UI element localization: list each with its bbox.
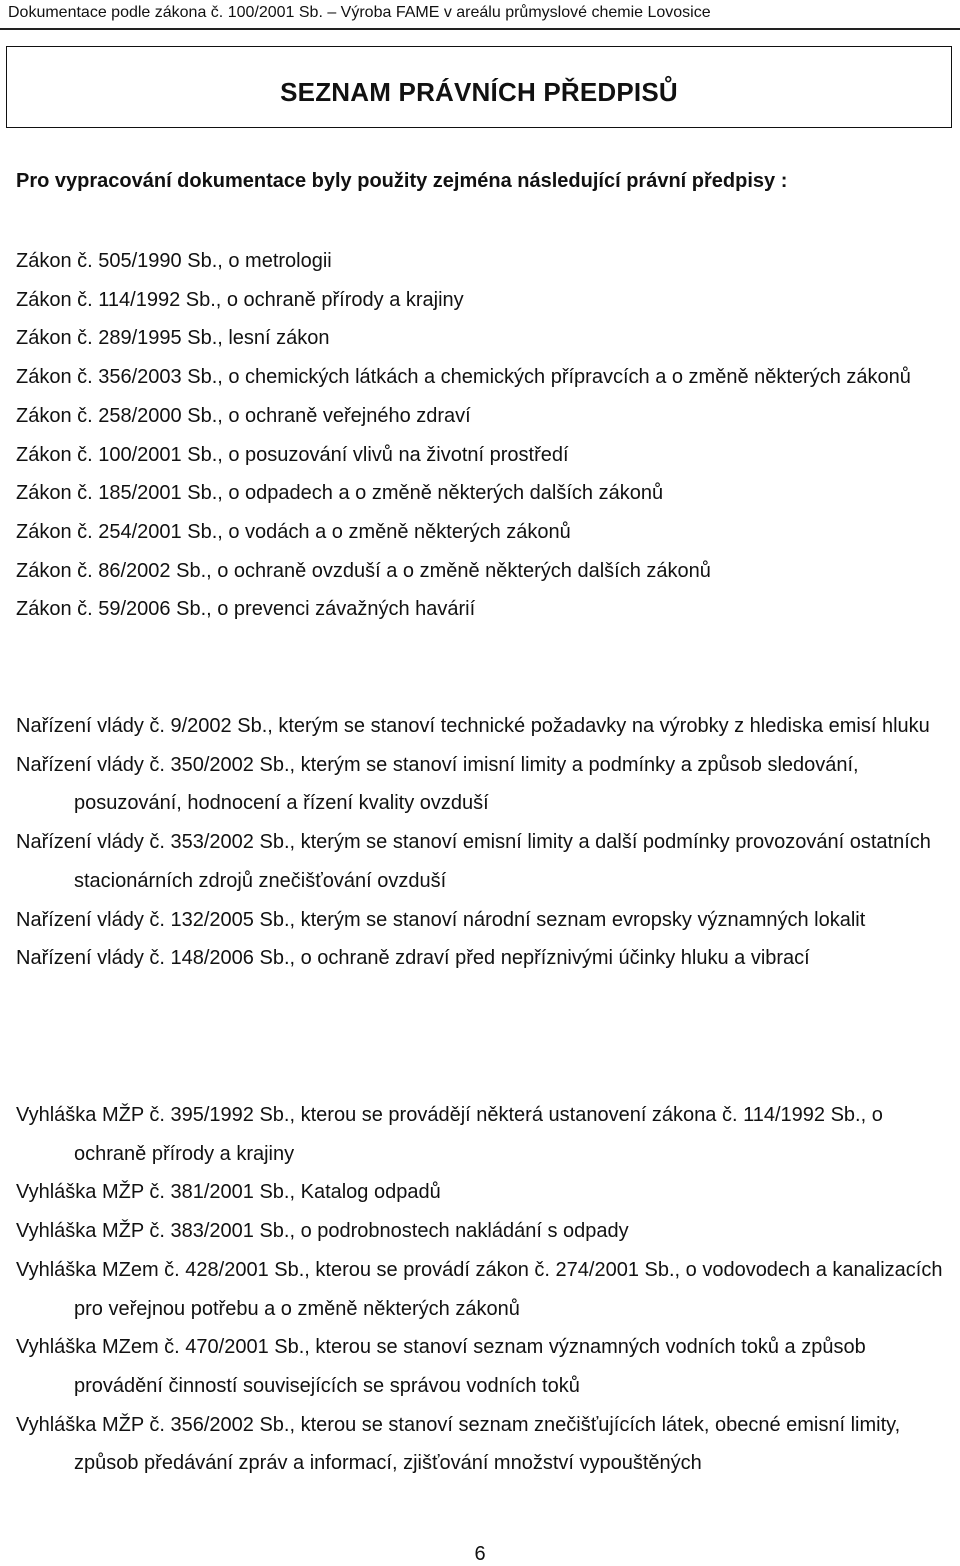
- list-item: Zákon č. 100/2001 Sb., o posuzování vlivů na životní prostředí: [16, 443, 569, 466]
- list-item: Nařízení vlády č. 353/2002 Sb., kterým se stanoví emisní limity a další podmínky provozování ostatních stacionárních zdrojů znečišťování ovzduší: [16, 831, 931, 892]
- list-item: Nařízení vlády č. 148/2006 Sb., o ochraně zdraví před nepříznivými účinky hluku a vibrací: [16, 947, 810, 970]
- decrees-list: [16, 1096, 946, 1483]
- intro-text: Pro vypracování dokumentace byly použity zejména následující právní předpisy :: [16, 170, 788, 192]
- page-number: 6: [474, 1543, 486, 1565]
- laws-list: [16, 242, 946, 629]
- list-item: Zákon č. 86/2002 Sb., o ochraně ovzduší a o změně některých dalších zákonů: [16, 559, 711, 582]
- list-item: Nařízení vlády č. 350/2002 Sb., kterým se stanoví imisní limity a podmínky a způsob sledování, posuzování, hodnocení a řízení kvality ovzduší: [16, 753, 859, 815]
- list-item: Nařízení vlády č. 132/2005 Sb., kterým se stanoví národní seznam evropsky významných lokalit: [16, 908, 866, 931]
- list-item: Vyhláška MŽP č. 383/2001 Sb., o podrobnostech nakládání s odpady: [16, 1220, 629, 1243]
- list-item: Vyhláška MŽP č. 356/2002 Sb., kterou se stanoví seznam znečišťujících látek, obecné emisní limity, způsob předávání zpráv a informací, zjišťování množství vypouštěných: [16, 1413, 901, 1475]
- list-item: Zákon č. 185/2001 Sb., o odpadech a o změně některých dalších zákonů: [16, 482, 664, 505]
- list-item: Nařízení vlády č. 9/2002 Sb., kterým se stanoví technické požadavky na výrobky z hlediska emisí hluku: [16, 715, 930, 737]
- list-item: Zákon č. 59/2006 Sb., o prevenci závažných havárií: [16, 598, 476, 621]
- list-item: Vyhláška MŽP č. 395/1992 Sb., kterou se provádějí některá ustanovení zákona č. 114/1992 Sb., o ochraně přírody a krajiny: [16, 1104, 883, 1165]
- title-box: [6, 46, 952, 128]
- list-item: Zákon č. 289/1995 Sb., lesní zákon: [16, 327, 330, 350]
- running-header: [0, 0, 960, 30]
- list-item: Zákon č. 254/2001 Sb., o vodách a o změně některých zákonů: [16, 520, 571, 543]
- list-item: Vyhláška MZem č. 428/2001 Sb., kterou se provádí zákon č. 274/2001 Sb., o vodovodech a kanalizacích pro veřejnou potřebu a o změně některých zákonů: [16, 1258, 943, 1320]
- page-title: SEZNAM PRÁVNÍCH PŘEDPISŮ: [280, 77, 678, 107]
- list-item: Zákon č. 114/1992 Sb., o ochraně přírody a krajiny: [16, 288, 464, 311]
- running-header-text: Dokumentace podle zákona č. 100/2001 Sb. – Výroba FAME v areálu průmyslové chemie Lovosice: [8, 4, 711, 21]
- list-item: Zákon č. 505/1990 Sb., o metrologii: [16, 250, 332, 272]
- list-item: Zákon č. 356/2003 Sb., o chemických látkách a chemických přípravcích a o změně některých zákonů: [16, 366, 911, 389]
- list-item: Zákon č. 258/2000 Sb., o ochraně veřejného zdraví: [16, 404, 471, 427]
- list-item: Vyhláška MŽP č. 381/2001 Sb., Katalog odpadů: [16, 1181, 441, 1204]
- regulations-list: [16, 707, 946, 978]
- list-item: Vyhláška MZem č. 470/2001 Sb., kterou se stanoví seznam významných vodních toků a způsob provádění činností souvisejících se správou vodních toků: [16, 1336, 866, 1397]
